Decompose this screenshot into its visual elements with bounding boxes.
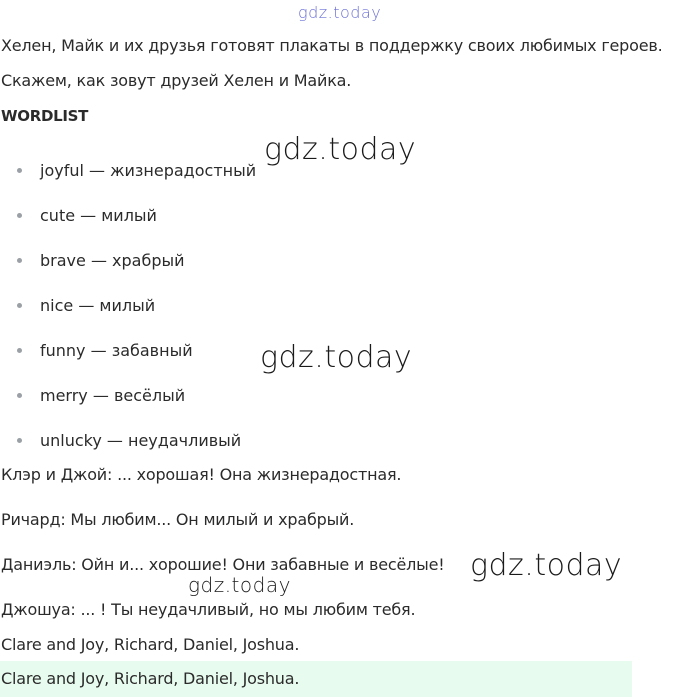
bullet-icon xyxy=(17,303,22,308)
wordlist-item-text: funny — забавный xyxy=(40,340,193,360)
wordlist-item xyxy=(17,204,157,226)
sentence: Джошуа: ... ! Ты неудачливый, но мы любим тебя. xyxy=(1,600,416,619)
bullet-icon xyxy=(17,393,22,398)
wordlist-item xyxy=(17,429,241,451)
wordlist-item-text: nice — милый xyxy=(40,295,156,315)
watermark: gdz.today xyxy=(188,573,291,597)
wordlist-item-text: unlucky — неудачливый xyxy=(40,430,242,450)
wordlist-item-text: brave — храбрый xyxy=(40,250,185,270)
watermark: gdz.today xyxy=(260,340,413,375)
intro-text: Скажем, как зовут друзей Хелен и Майка. xyxy=(1,71,352,90)
wordlist-item xyxy=(17,249,185,271)
sentence: Clare and Joy, Richard, Daniel, Joshua. xyxy=(1,635,300,654)
watermark: gdz.today xyxy=(470,548,623,583)
wordlist-item xyxy=(17,339,193,361)
watermark-top: gdz.today xyxy=(298,3,382,22)
bullet-icon xyxy=(17,258,22,263)
wordlist-item-text: merry — весёлый xyxy=(40,385,186,405)
bullet-icon xyxy=(17,213,22,218)
wordlist-item xyxy=(17,294,155,316)
wordlist-item xyxy=(17,159,256,181)
intro-text: Хелен, Майк и их друзья готовят плакаты в поддержку своих любимых героев. xyxy=(1,36,663,55)
wordlist-item-text: cute — милый xyxy=(40,205,157,225)
watermark: gdz.today xyxy=(264,132,417,167)
answer-text: Clare and Joy, Richard, Daniel, Joshua. xyxy=(1,669,300,688)
wordlist-heading: WORDLIST xyxy=(1,107,89,125)
bullet-icon xyxy=(17,438,22,443)
sentence: Даниэль: Ойн и... хорошие! Они забавные и весёлые! xyxy=(1,555,445,574)
wordlist-item xyxy=(17,384,185,406)
sentence: Клэр и Джой: ... хорошая! Она жизнерадостная. xyxy=(1,465,402,484)
bullet-icon xyxy=(17,168,22,173)
bullet-icon xyxy=(17,348,22,353)
sentence: Ричард: Мы любим... Он милый и храбрый. xyxy=(1,510,355,529)
wordlist-item-text: joyful — жизнерадостный xyxy=(40,160,257,180)
